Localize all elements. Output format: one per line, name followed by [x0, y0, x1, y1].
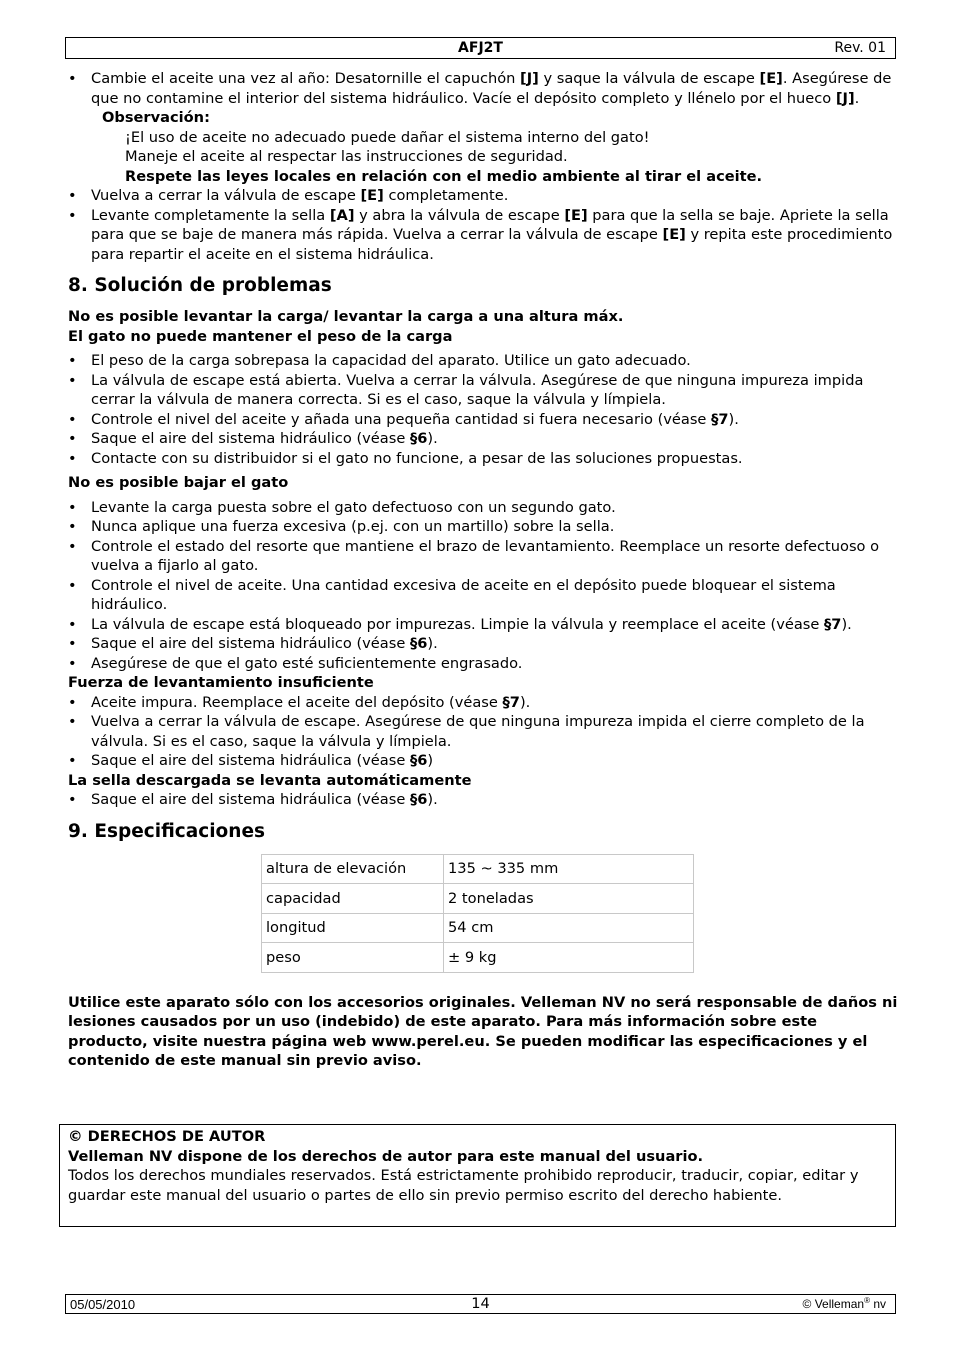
table-row: [262, 943, 694, 973]
observation-line-1: ¡El uso de aceite no adecuado puede dañar el sistema interno del gato!: [125, 128, 650, 146]
text-segment: Saque el aire del sistema hidráulico (véase: [91, 430, 410, 447]
bold-reference: §7: [823, 615, 842, 633]
footer-date: 05/05/2010: [70, 1297, 136, 1312]
list-item: [68, 206, 898, 265]
spec-label: peso: [262, 943, 444, 973]
text-segment: La válvula de escape está abierta. Vuelva a cerrar la válvula. Asegúrese de que ninguna impureza impida cerrar la válvula de manera correcta. Si es el caso, saque la válvula y límpiela.: [91, 371, 864, 408]
copyright-title: © DERECHOS DE AUTOR: [68, 1128, 266, 1145]
disclaimer-text: Utilice este aparato sólo con los accesorios originales. Velleman NV no será responsable de daños ni lesiones causados por un uso (indebido) de este aparato. Para más información sobre este producto, visite nuestra página web www.perel.eu. Se pueden modificar las especificaciones y el contenido de este manual sin previo aviso.: [68, 993, 898, 1069]
text-segment: para que la sella se baje. Apriete la sella para que se baje de manera más rápida. Vuelva a cerrar la válvula de escape: [91, 206, 889, 243]
problem-list-1: [68, 351, 898, 468]
spec-value: ± 9 kg: [444, 943, 694, 973]
text-segment: ): [427, 752, 434, 769]
text-segment: . Asegúrese de que no contamine el interior del sistema hidráulico. Vacíe el depósito completo y llénelo por el hueco: [91, 70, 892, 107]
text-segment: Nunca aplique una fuerza excesiva (p.ej. con un martillo) sobre la sella.: [91, 518, 615, 535]
text-segment: ).: [519, 693, 531, 711]
list-item: [68, 693, 898, 713]
bold-reference: [A]: [329, 206, 355, 224]
section-8-heading: 8. Solución de problemas: [68, 275, 332, 296]
text-segment: Saque el aire del sistema hidráulica (véase: [91, 791, 410, 808]
observation-title: Observación:: [102, 109, 210, 126]
text-segment: Aceite impura. Reemplace el aceite del depósito (véase: [91, 693, 503, 711]
copyright-subtitle: Velleman NV dispone de los derechos de autor para este manual del usuario.: [68, 1147, 704, 1165]
bold-reference: §6: [409, 752, 428, 769]
text-segment: Controle el estado del resorte que mantiene el brazo de levantamiento. Reemplace un resorte defectuoso o vuelva a fijarlo al gato.: [91, 537, 880, 574]
text-segment: ).: [427, 791, 438, 808]
list-item: [68, 576, 898, 615]
text-segment: ).: [427, 635, 438, 652]
text-segment: completamente.: [383, 187, 509, 204]
text-segment: ).: [841, 615, 852, 633]
spec-label: longitud: [262, 913, 444, 943]
text-segment: La válvula de escape está bloqueado por impurezas. Limpie la válvula y reemplace el aceite (véase: [91, 615, 824, 633]
text-segment: Asegúrese de que el gato esté suficientemente engrasado.: [91, 654, 523, 672]
list-item: [68, 517, 898, 537]
list-item: [68, 790, 898, 810]
footer-copyright-suffix: nv: [869, 1297, 886, 1311]
spec-value: 2 toneladas: [444, 884, 694, 914]
text-segment: y repita este procedimiento para repartir el aceite en el sistema hidráulica.: [91, 226, 893, 263]
list-item: [68, 69, 898, 108]
page-number: 14: [471, 1295, 490, 1312]
list-item: [68, 429, 898, 449]
spec-label: altura de elevación: [262, 854, 444, 884]
problem-list-4: [68, 790, 898, 810]
list-item: [68, 449, 898, 469]
footer-copyright: [803, 1296, 886, 1313]
spec-value: 54 cm: [444, 913, 694, 943]
copyright-body: Todos los derechos mundiales reservados. Está estrictamente prohibido reproducir, traducir, copiar, editar y guardar este manual del usuario o partes de ello sin previo permiso escrito del derecho habiente.: [68, 1167, 859, 1204]
list-item: [68, 186, 898, 206]
problem-list-2: [68, 498, 898, 674]
page-content: [68, 69, 898, 1071]
list-item: [68, 537, 898, 576]
observation-line-2: Maneje el aceite al respectar las instrucciones de seguridad.: [125, 148, 568, 165]
bold-reference: [E]: [759, 70, 783, 87]
table-row: [262, 854, 694, 884]
bold-reference: [J]: [520, 70, 539, 87]
list-item: [68, 712, 898, 751]
footer-copyright-prefix: © Velleman: [802, 1297, 865, 1311]
problem-title-4: La sella descargada se levanta automáticamente: [68, 771, 472, 789]
text-segment: Controle el nivel del aceite y añada una pequeña cantidad si fuera necesario (véase: [91, 410, 712, 428]
table-row: [262, 913, 694, 943]
problem-title-1a: No es posible levantar la carga/ levantar la carga a una altura máx.: [68, 308, 624, 325]
problem-title-2: No es posible bajar el gato: [68, 474, 289, 491]
text-segment: Saque el aire del sistema hidráulico (véase: [91, 635, 410, 652]
observation-line-3: Respete las leyes locales en relación con el medio ambiente al tirar el aceite.: [125, 167, 763, 185]
list-item: [68, 498, 898, 518]
text-segment: y saque la válvula de escape: [538, 70, 760, 87]
bold-reference: §7: [711, 410, 729, 428]
page-footer: [65, 1294, 896, 1314]
text-segment: Controle el nivel de aceite. Una cantidad excesiva de aceite en el depósito puede bloquear el sistema hidráulico.: [91, 576, 836, 613]
table-row: [262, 884, 694, 914]
text-segment: Levante la carga puesta sobre el gato defectuoso con un segundo gato.: [91, 498, 616, 516]
section-9-heading: 9. Especificaciones: [68, 820, 265, 842]
text-segment: Vuelva a cerrar la válvula de escape. Asegúrese de que ninguna impureza impida el cierre completo de la válvula. Si es el caso, saque la válvula y límpiela.: [91, 713, 865, 750]
list-item: [68, 654, 898, 674]
list-item: [68, 410, 898, 430]
list-item: [68, 351, 898, 371]
text-segment: Saque el aire del sistema hidráulica (véase: [91, 752, 410, 769]
text-segment: .: [854, 89, 860, 107]
list-item: [68, 371, 898, 410]
problem-title-1b: El gato no puede mantener el peso de la carga: [68, 327, 453, 345]
bold-reference: §7: [502, 693, 520, 711]
bold-reference: §6: [409, 635, 428, 652]
problem-title-3: Fuerza de levantamiento insuficiente: [68, 674, 374, 691]
bold-reference: §6: [409, 430, 428, 447]
bold-reference: [E]: [360, 187, 384, 204]
text-segment: ).: [728, 410, 739, 428]
bold-reference: [E]: [564, 206, 588, 224]
page-header: [65, 37, 896, 59]
header-title: AFJ2T: [458, 40, 503, 56]
text-segment: Contacte con su distribuidor si el gato no funcione, a pesar de las soluciones propuestas.: [91, 449, 743, 467]
text-segment: Vuelva a cerrar la válvula de escape: [91, 187, 361, 204]
text-segment: Cambie el aceite una vez al año: Desatornille el capuchón: [91, 70, 521, 87]
spec-label: capacidad: [262, 884, 444, 914]
spec-value: 135 ~ 335 mm: [444, 854, 694, 884]
intro-list-2: [68, 186, 898, 264]
registered-mark: ®: [864, 1296, 870, 1305]
problem-list-3: [68, 693, 898, 771]
text-segment: ).: [427, 430, 438, 447]
specifications-table: [261, 854, 694, 973]
text-segment: y abra la válvula de escape: [354, 206, 565, 224]
bold-reference: [E]: [662, 226, 686, 243]
copyright-box: [59, 1124, 896, 1227]
text-segment: Levante completamente la sella: [91, 206, 330, 224]
list-item: [68, 751, 898, 771]
bold-reference: [J]: [835, 89, 855, 107]
list-item: [68, 615, 898, 635]
header-revision: Rev. 01: [834, 40, 886, 56]
text-segment: El peso de la carga sobrepasa la capacidad del aparato. Utilice un gato adecuado.: [91, 352, 691, 369]
intro-list: [68, 69, 898, 108]
bold-reference: §6: [409, 791, 428, 808]
list-item: [68, 634, 898, 654]
